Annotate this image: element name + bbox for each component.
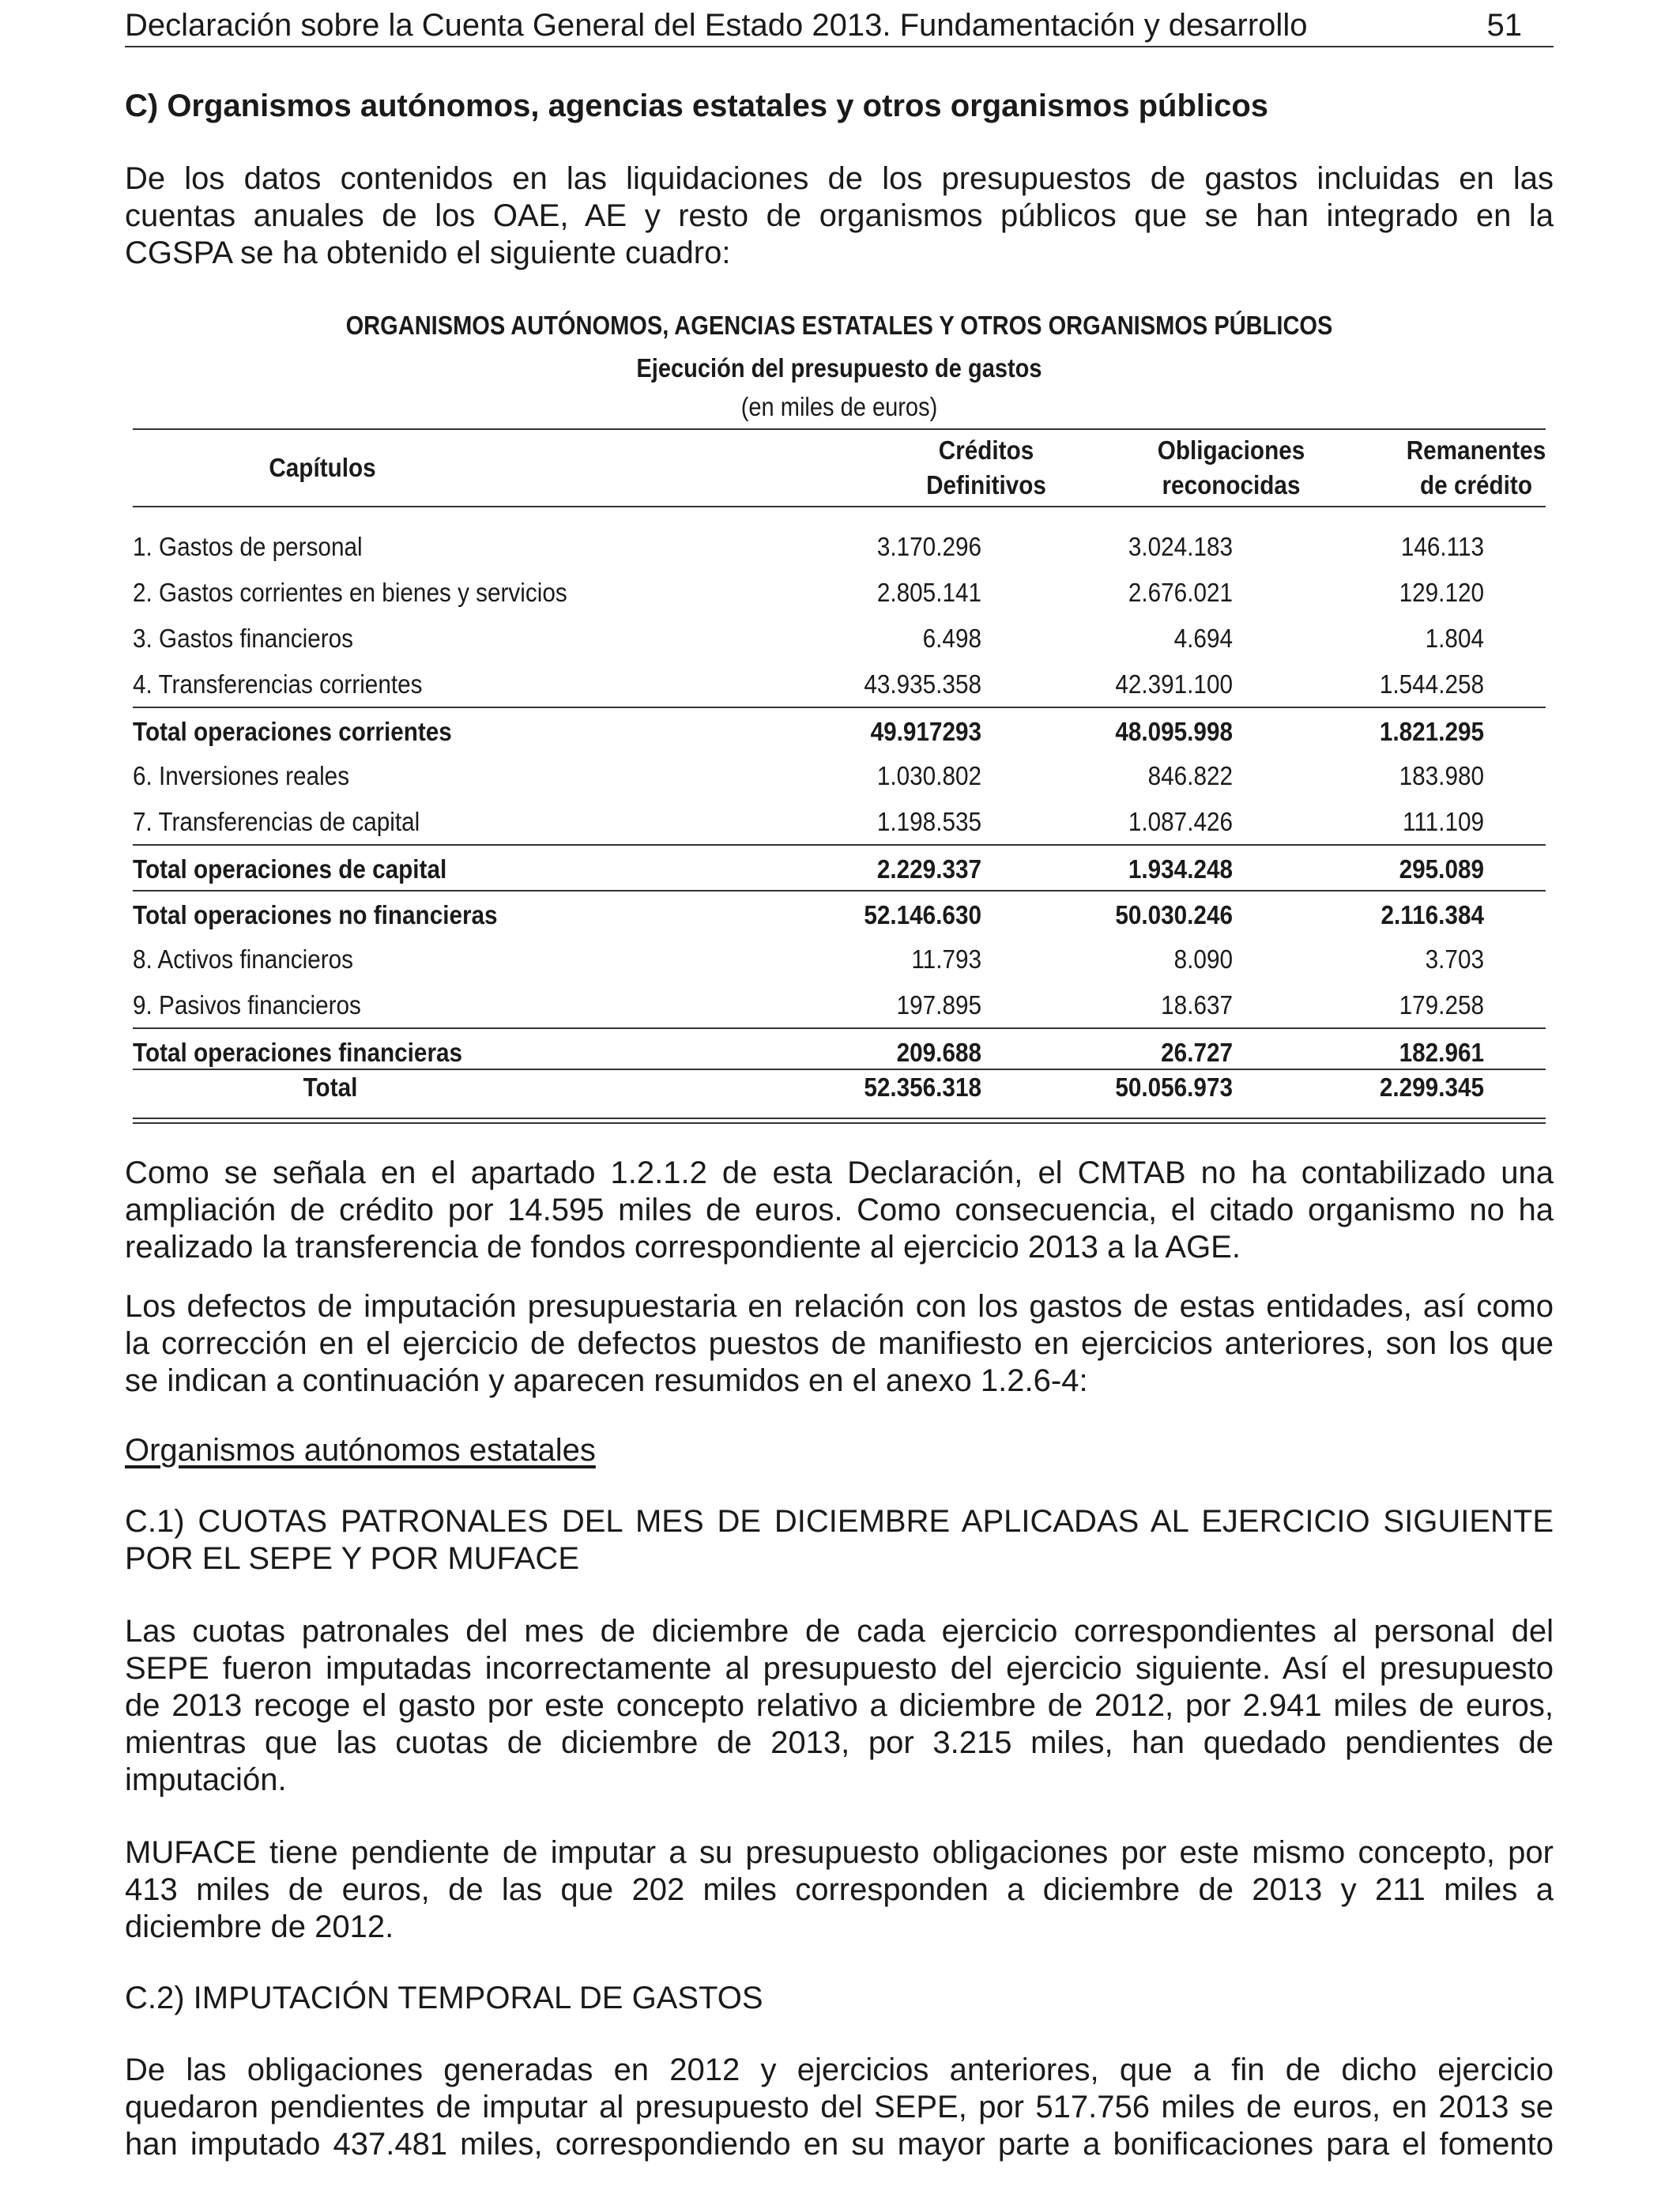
cell-creditos: 43.935.358 — [864, 669, 981, 699]
row-label: 6. Inversiones reales — [133, 761, 350, 790]
table-units: (en miles de euros) — [740, 392, 938, 421]
text-line: la corrección en el ejercicio de defectos puestos de manifiesto en ejercicios anteriores, son los que — [125, 1326, 1554, 1361]
header-line: reconocidas — [1162, 470, 1301, 499]
table-row — [133, 936, 1546, 982]
cmtab-paragraph — [125, 1155, 1554, 1266]
column-header-obligaciones — [1124, 433, 1338, 503]
cell-obligaciones: 50.056.973 — [1115, 1072, 1233, 1102]
cell-remanentes: 146.113 — [1400, 532, 1484, 561]
running-header — [125, 6, 1554, 47]
text-line: mientras que las cuotas de diciembre de 2013, por 3.215 miles, han quedado pendientes de — [125, 1725, 1554, 1760]
cell-obligaciones: 26.727 — [1161, 1038, 1233, 1067]
table-header — [133, 428, 1546, 507]
cell-obligaciones: 50.030.246 — [1115, 900, 1233, 929]
page-number: 51 — [1486, 8, 1522, 43]
cell-creditos: 11.793 — [911, 944, 981, 974]
text-line: quedaron pendientes de imputar al presupuesto del SEPE, por 517.756 miles de euros, en 2013 se — [125, 2090, 1554, 2124]
text-line: POR EL SEPE Y POR MUFACE — [125, 1541, 579, 1576]
cell-creditos: 2.229.337 — [876, 854, 981, 884]
header-line: de crédito — [1420, 470, 1532, 499]
text-line: Los defectos de imputación presupuestaria en relación con los gastos de estas entidades, así como — [125, 1289, 1554, 1324]
cell-creditos: 197.895 — [896, 990, 981, 1020]
cell-remanentes: 1.544.258 — [1379, 669, 1484, 699]
cell-obligaciones: 3.024.183 — [1128, 532, 1233, 561]
cell-obligaciones: 42.391.100 — [1115, 669, 1233, 699]
table-row — [133, 844, 1546, 892]
cell-remanentes: 3.703 — [1425, 944, 1484, 974]
section-heading: C) Organismos autónomos, agencias estatales y otros organismos públicos — [125, 89, 1269, 123]
cell-remanentes: 179.258 — [1399, 990, 1484, 1020]
heading-c1 — [125, 1503, 1554, 1578]
cell-remanentes: 2.116.384 — [1381, 900, 1484, 929]
header-line: Remanentes — [1406, 435, 1546, 465]
cell-creditos: 3.170.296 — [876, 532, 981, 561]
header-line: Definitivos — [926, 470, 1046, 499]
row-label: Total operaciones financieras — [133, 1038, 463, 1067]
defectos-paragraph — [125, 1288, 1554, 1400]
cell-creditos: 49.917293 — [870, 717, 981, 746]
row-label: 1. Gastos de personal — [133, 532, 363, 561]
header-line: Obligaciones — [1157, 435, 1305, 465]
temporal-paragraph — [125, 2052, 1554, 2163]
text-line: De los datos contenidos en las liquidaciones de los presupuestos de gastos incluidas en las — [125, 161, 1554, 196]
subsection-heading: Organismos autónomos estatales — [125, 1433, 596, 1468]
cuotas-paragraph — [125, 1613, 1554, 1799]
cell-obligaciones: 48.095.998 — [1115, 717, 1233, 746]
text-line: se indican a continuación y aparecen resumidos en el anexo 1.2.6-4: — [125, 1363, 1088, 1398]
row-label: Total operaciones no financieras — [133, 900, 498, 929]
text-line: Como se señala en el apartado 1.2.1.2 de esta Declaración, el CMTAB no ha contabilizado una — [125, 1155, 1554, 1190]
text-line: SEPE fueron imputadas incorrectamente al presupuesto del ejercicio siguiente. Así el presupuesto — [125, 1651, 1554, 1686]
cell-obligaciones: 18.637 — [1161, 990, 1233, 1020]
table-subtitle: Ejecución del presupuesto de gastos — [636, 353, 1042, 383]
table-row — [133, 982, 1546, 1027]
intro-paragraph — [125, 160, 1554, 272]
row-label: 3. Gastos financieros — [133, 624, 353, 653]
table-row — [133, 752, 1546, 798]
header-line: Créditos — [938, 435, 1034, 465]
table-bottom-rule — [133, 1118, 1546, 1124]
cell-obligaciones: 846.822 — [1147, 761, 1233, 790]
cell-obligaciones: 1.087.426 — [1128, 807, 1233, 836]
text-line: CGSPA se ha obtenido el siguiente cuadro: — [125, 236, 731, 270]
text-line: ampliación de crédito por 14.595 miles de euros. Como consecuencia, el citado organismo no ha — [125, 1193, 1554, 1227]
cell-creditos: 52.146.630 — [864, 900, 981, 929]
row-label: Total operaciones de capital — [133, 854, 447, 884]
table-row — [133, 1069, 1546, 1105]
row-label: Total — [303, 1072, 358, 1102]
cell-creditos: 52.356.318 — [864, 1072, 981, 1102]
table-row — [133, 707, 1546, 754]
row-label: 2. Gastos corrientes en bienes y servicios — [133, 578, 567, 607]
cell-remanentes: 111.109 — [1403, 807, 1484, 836]
table-title: ORGANISMOS AUTÓNOMOS, AGENCIAS ESTATALES Y OTROS ORGANISMOS PÚBLICOS — [345, 311, 1333, 340]
text-line: cuentas anuales de los OAE, AE y resto de organismos públicos que se han integrado en la — [125, 198, 1554, 233]
table-row — [133, 569, 1546, 615]
cell-creditos: 1.198.535 — [876, 807, 981, 836]
cell-obligaciones: 1.934.248 — [1128, 854, 1233, 884]
cell-creditos: 1.030.802 — [876, 761, 981, 790]
header-title: Declaración sobre la Cuenta General del Estado 2013. Fundamentación y desarrollo — [125, 8, 1308, 43]
text-line: han imputado 437.481 miles, correspondiendo en su mayor parte a bonificaciones para el fomento — [125, 2127, 1554, 2162]
table-row — [133, 661, 1546, 707]
heading-c2: C.2) IMPUTACIÓN TEMPORAL DE GASTOS — [125, 1981, 763, 2015]
row-label: 9. Pasivos financieros — [133, 990, 361, 1020]
muface-paragraph — [125, 1834, 1554, 1946]
table-row — [133, 615, 1546, 661]
cell-creditos: 2.805.141 — [876, 578, 981, 607]
cell-remanentes: 1.821.295 — [1379, 717, 1484, 746]
cell-obligaciones: 8.090 — [1173, 944, 1233, 974]
table-row — [133, 798, 1546, 844]
text-line: 413 miles de euros, de las que 202 miles corresponden a diciembre de 2013 y 211 miles a — [125, 1872, 1554, 1907]
row-label: 8. Activos financieros — [133, 944, 353, 974]
cell-remanentes: 183.980 — [1399, 761, 1484, 790]
cell-remanentes: 2.299.345 — [1379, 1072, 1484, 1102]
text-line: imputación. — [125, 1762, 287, 1797]
cell-creditos: 209.688 — [896, 1038, 981, 1067]
text-line: diciembre de 2012. — [125, 1909, 394, 1944]
cell-obligaciones: 2.676.021 — [1128, 578, 1233, 607]
text-line: MUFACE tiene pendiente de imputar a su presupuesto obligaciones por este mismo concepto, por — [125, 1835, 1554, 1870]
row-label: 7. Transferencias de capital — [133, 807, 420, 836]
cell-remanentes: 295.089 — [1399, 854, 1484, 884]
cell-remanentes: 182.961 — [1399, 1038, 1484, 1067]
row-label: 4. Transferencias corrientes — [133, 669, 423, 699]
text-line: Las cuotas patronales del mes de diciembre de cada ejercicio correspondientes al personal del — [125, 1614, 1554, 1649]
text-line: de 2013 recoge el gasto por este concepto relativo a diciembre de 2012, por 2.941 miles de euros, — [125, 1688, 1554, 1723]
row-label: Total operaciones corrientes — [133, 717, 452, 746]
cell-creditos: 6.498 — [922, 624, 981, 653]
cell-obligaciones: 4.694 — [1173, 624, 1233, 653]
table-row — [133, 523, 1546, 569]
table-row — [133, 1027, 1546, 1075]
cell-remanentes: 1.804 — [1425, 624, 1484, 653]
cell-remanentes: 129.120 — [1399, 578, 1484, 607]
table-row — [133, 890, 1546, 937]
text-line: realizado la transferencia de fondos correspondiente al ejercicio 2013 a la AGE. — [125, 1230, 1241, 1265]
column-header-capitulos: Capítulos — [269, 453, 376, 482]
column-header-remanentes — [1369, 433, 1583, 503]
column-header-creditos — [880, 433, 1093, 503]
text-line: C.1) CUOTAS PATRONALES DEL MES DE DICIEMBRE APLICADAS AL EJERCICIO SIGUIENTE — [125, 1504, 1554, 1539]
text-line: De las obligaciones generadas en 2012 y ejercicios anteriores, que a fin de dicho ejercicio — [125, 2053, 1554, 2087]
